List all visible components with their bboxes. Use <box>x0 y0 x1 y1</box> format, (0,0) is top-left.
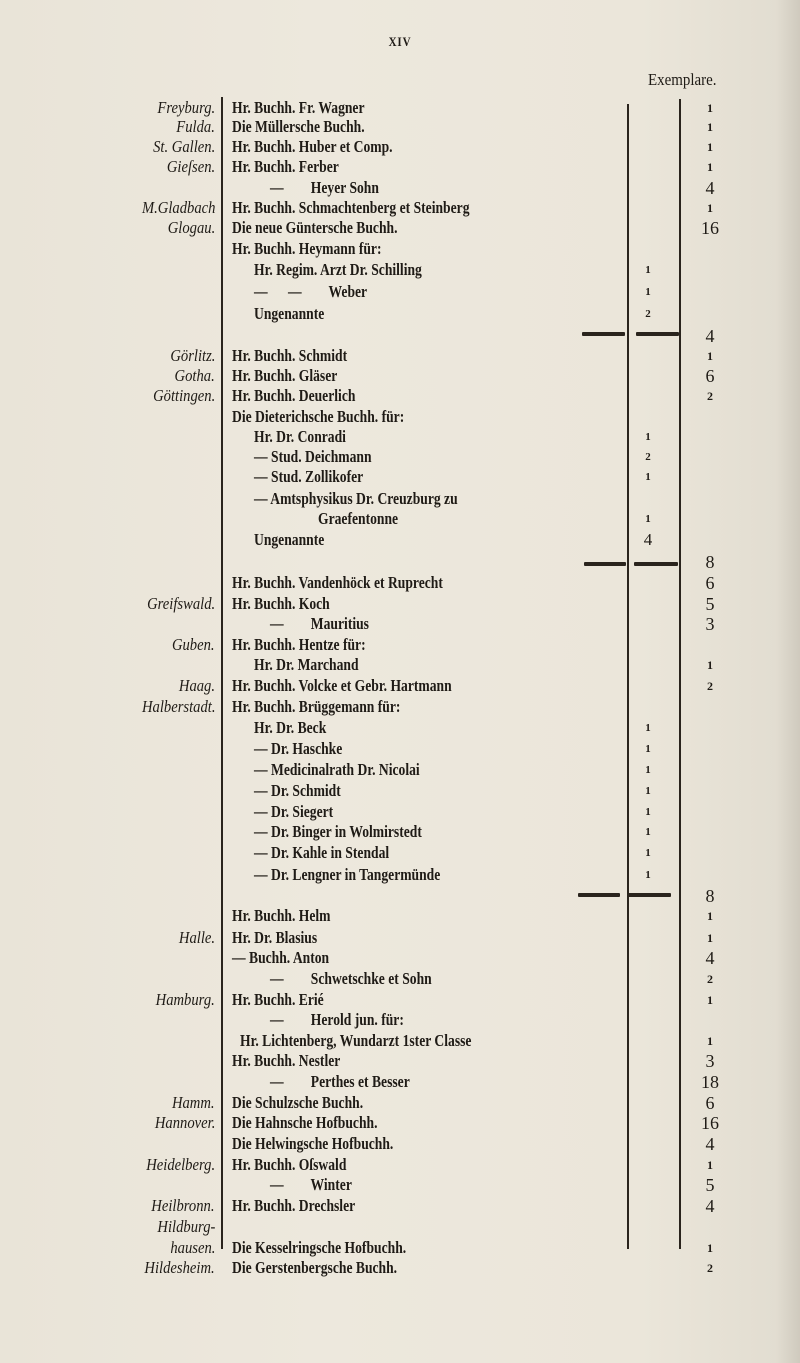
subtotal-value: 1 <box>645 431 651 443</box>
table-row <box>0 346 800 366</box>
table-row <box>0 928 800 948</box>
table-row <box>0 655 800 675</box>
copies-count: 1 <box>707 201 713 215</box>
bookseller-entry: Die Hahnsche Hofbuchh. <box>232 1113 378 1132</box>
table-row <box>0 427 800 447</box>
table-row <box>0 1217 800 1237</box>
bookseller-entry: Hr. Dr. Blasius <box>232 928 318 947</box>
bookseller-entry: Hr. Buchh. Ferber <box>232 157 339 176</box>
table-row <box>0 447 800 467</box>
table-row <box>0 509 800 529</box>
table-row <box>0 1051 800 1071</box>
copies-count: 6 <box>705 1093 715 1113</box>
bookseller-entry: Ungenannte <box>254 530 325 549</box>
copies-count: 1 <box>707 349 713 363</box>
table-row <box>0 366 800 386</box>
table-row <box>0 1031 800 1051</box>
table-row <box>0 282 800 302</box>
copies-count: 1 <box>707 1241 713 1255</box>
bookseller-entry: Hr. Regim. Arzt Dr. Schilling <box>254 260 422 279</box>
table-row <box>0 1010 800 1030</box>
copies-count: 6 <box>705 573 715 593</box>
table-row <box>0 969 800 989</box>
place-name: Greifswald. <box>146 594 215 613</box>
subtotal-value: 1 <box>645 826 651 838</box>
table-row <box>0 1238 800 1258</box>
table-row <box>0 407 800 427</box>
copies-count: 5 <box>705 1175 715 1195</box>
copies-count: 18 <box>701 1072 719 1092</box>
subtotal-value: 4 <box>643 530 653 549</box>
bookseller-entry: — Dr. Haschke <box>254 739 343 758</box>
subtotal-value: 1 <box>645 286 651 298</box>
copies-column-header: Exemplare. <box>648 70 717 89</box>
bookseller-entry: — Dr. Siegert <box>254 802 334 821</box>
place-name: Hamburg. <box>155 990 215 1009</box>
table-row <box>0 760 800 780</box>
bookseller-entry: — Mauritius <box>270 614 369 633</box>
subtotal-value: 1 <box>645 513 651 525</box>
bookseller-entry: Hr. Buchh. Heymann für: <box>232 239 382 258</box>
bookseller-entry: Hr. Buchh. Helm <box>232 906 331 925</box>
place-name: St. Gallen. <box>152 137 215 156</box>
bookseller-entry: — Dr. Kahle in Stendal <box>254 843 390 862</box>
bookseller-entry: — Perthes et Besser <box>270 1072 410 1091</box>
table-row <box>0 198 800 218</box>
bookseller-entry: Hr. Buchh. Gläser <box>232 366 338 385</box>
subtotal-value: 2 <box>645 451 651 463</box>
subtotal-value: 1 <box>645 743 651 755</box>
table-row <box>0 906 800 926</box>
copies-count: 2 <box>707 1261 713 1275</box>
copies-count: 8 <box>705 886 715 906</box>
bookseller-entry: Hr. Buchh. Schmachtenberg et Steinberg <box>232 198 470 217</box>
bookseller-entry: Hr. Buchh. Erié <box>232 990 324 1009</box>
bookseller-entry: — Medicinalrath Dr. Nicolai <box>254 760 420 779</box>
bookseller-entry: — Winter <box>270 1175 352 1194</box>
subtotal-value: 1 <box>645 869 651 881</box>
table-row <box>0 218 800 238</box>
place-name: Heidelberg. <box>146 1155 215 1174</box>
place-name: M.Gladbach <box>141 198 215 217</box>
bookseller-entry: Hr. Buchh. Oſswald <box>232 1155 347 1174</box>
bookseller-entry: Hr. Buchh. Hentze für: <box>232 635 366 654</box>
place-name: Göttingen. <box>152 386 215 405</box>
table-row <box>0 239 800 259</box>
table-row <box>0 1175 800 1195</box>
copies-count: 1 <box>707 1158 713 1172</box>
table-row <box>0 781 800 801</box>
bookseller-entry: Die Müllersche Buchh. <box>232 117 365 136</box>
place-name: Freyburg. <box>157 98 215 117</box>
table-row <box>0 489 800 509</box>
table-row <box>0 1155 800 1175</box>
table-row <box>0 98 800 118</box>
copies-count: 3 <box>705 614 715 634</box>
place-name: Hildesheim. <box>144 1258 215 1277</box>
copies-count: 2 <box>707 972 713 986</box>
place-name: Haag. <box>178 676 215 695</box>
place-name: Görlitz. <box>169 346 215 365</box>
bookseller-entry: Hr. Buchh. Volcke et Gebr. Hartmann <box>232 676 452 695</box>
table-row <box>0 467 800 487</box>
bookseller-entry: Hr. Dr. Beck <box>254 718 327 737</box>
place-name: Fulda. <box>176 117 215 136</box>
table-row <box>0 594 800 614</box>
bookseller-entry: — Heyer Sohn <box>270 178 379 197</box>
copies-count: 1 <box>707 993 713 1007</box>
place-name: Heilbronn. <box>151 1196 215 1215</box>
bookseller-entry: Hr. Buchh. Huber et Comp. <box>232 137 393 156</box>
bookseller-entry: Hr. Dr. Marchand <box>254 655 359 674</box>
table-row <box>0 178 800 198</box>
copies-count: 1 <box>707 931 713 945</box>
bookseller-entry: — — Weber <box>254 282 368 301</box>
copies-count: 1 <box>707 160 713 174</box>
table-row <box>0 1196 800 1216</box>
place-name: hausen. <box>169 1238 215 1257</box>
table-row <box>0 326 800 346</box>
subtotal-value: 1 <box>645 471 651 483</box>
bookseller-entry: — Herold jun. für: <box>270 1010 404 1029</box>
table-row <box>0 137 800 157</box>
copies-count: 4 <box>705 1196 715 1216</box>
copies-count: 16 <box>701 1113 719 1133</box>
bookseller-entry: Die Dieterichsche Buchh. für: <box>232 407 405 426</box>
bookseller-entry: Hr. Buchh. Schmidt <box>232 346 348 365</box>
place-name: Halberstadt. <box>141 697 215 716</box>
copies-count: 1 <box>707 140 713 154</box>
subtotal-value: 2 <box>645 308 651 320</box>
table-row <box>0 822 800 842</box>
table-row <box>0 552 800 572</box>
table-row <box>0 718 800 738</box>
place-name: Gotha. <box>174 366 215 385</box>
bookseller-entry: Die Gerstenbergsche Buchh. <box>232 1258 398 1277</box>
copies-count: 16 <box>701 218 719 238</box>
copies-count: 2 <box>707 679 713 693</box>
place-name: Hamm. <box>172 1093 215 1112</box>
table-row <box>0 386 800 406</box>
bookseller-entry: Ungenannte <box>254 304 325 323</box>
bookseller-entry: Hr. Lichtenberg, Wundarzt 1ster Classe <box>240 1031 472 1050</box>
table-row <box>0 1093 800 1113</box>
bookseller-entry: Hr. Buchh. Koch <box>232 594 330 613</box>
copies-count: 1 <box>707 1034 713 1048</box>
bookseller-entry: Die Schulzsche Buchh. <box>232 1093 364 1112</box>
bookseller-entry: — Buchh. Anton <box>232 948 330 967</box>
place-name: Gieſsen. <box>166 157 215 176</box>
table-row <box>0 635 800 655</box>
copies-count: 1 <box>707 101 713 115</box>
table-row <box>0 865 800 885</box>
subtotal-value: 1 <box>645 722 651 734</box>
bookseller-entry: — Dr. Schmidt <box>254 781 341 800</box>
copies-count: 5 <box>705 594 715 614</box>
table-row <box>0 530 800 550</box>
subtotal-value: 1 <box>645 785 651 797</box>
table-row <box>0 697 800 717</box>
subtotal-value: 1 <box>645 764 651 776</box>
table-row <box>0 1258 800 1278</box>
table-row <box>0 573 800 593</box>
table-row <box>0 117 800 137</box>
bookseller-entry: Hr. Buchh. Drechsler <box>232 1196 356 1215</box>
copies-count: 2 <box>707 389 713 403</box>
table-row <box>0 1072 800 1092</box>
bookseller-entry: Hr. Buchh. Nestler <box>232 1051 341 1070</box>
copies-count: 1 <box>707 120 713 134</box>
bookseller-entry: — Schwetschke et Sohn <box>270 969 432 988</box>
copies-count: 4 <box>705 178 715 198</box>
table-row <box>0 157 800 177</box>
bookseller-entry: Hr. Buchh. Brüggemann für: <box>232 697 401 716</box>
copies-count: 4 <box>705 326 715 346</box>
table-row <box>0 614 800 634</box>
table-row <box>0 990 800 1010</box>
table-row <box>0 843 800 863</box>
bookseller-entry: Hr. Dr. Conradi <box>254 427 346 446</box>
copies-count: 8 <box>705 552 715 572</box>
bookseller-entry: Graefentonne <box>318 509 399 528</box>
bookseller-entry: Hr. Buchh. Deuerlich <box>232 386 356 405</box>
table-row <box>0 802 800 822</box>
table-row <box>0 886 800 906</box>
bookseller-entry: Die neue Güntersche Buchh. <box>232 218 398 237</box>
place-name: Guben. <box>172 635 215 654</box>
table-row <box>0 304 800 324</box>
subtotal-value: 1 <box>645 806 651 818</box>
table-row <box>0 260 800 280</box>
bookseller-entry: — Stud. Deichmann <box>254 447 372 466</box>
table-row <box>0 676 800 696</box>
bookseller-entry: — Dr. Lengner in Tangermünde <box>254 865 441 884</box>
place-name: Glogau. <box>167 218 215 237</box>
place-name: Hildburg- <box>157 1217 215 1236</box>
copies-count: 6 <box>705 366 715 386</box>
table-row <box>0 1113 800 1133</box>
copies-count: 4 <box>705 948 715 968</box>
bookseller-entry: Die Helwingsche Hofbuchh. <box>232 1134 394 1153</box>
copies-count: 1 <box>707 658 713 672</box>
bookseller-entry: — Dr. Binger in Wolmirstedt <box>254 822 422 841</box>
table-row <box>0 1134 800 1154</box>
bookseller-entry: Hr. Buchh. Vandenhöck et Ruprecht <box>232 573 443 592</box>
copies-count: 4 <box>705 1134 715 1154</box>
table-row <box>0 948 800 968</box>
subtotal-value: 1 <box>645 847 651 859</box>
page-number: XIV <box>388 34 412 49</box>
copies-count: 1 <box>707 909 713 923</box>
copies-count: 3 <box>705 1051 715 1071</box>
bookseller-entry: Hr. Buchh. Fr. Wagner <box>232 98 365 117</box>
place-name: Hannover. <box>154 1113 215 1132</box>
bookseller-entry: — Amtsphysikus Dr. Creuzburg zu <box>254 489 458 508</box>
bookseller-entry: Die Kesselringsche Hofbuchh. <box>232 1238 407 1257</box>
subtotal-value: 1 <box>645 264 651 276</box>
place-name: Halle. <box>178 928 215 947</box>
table-row <box>0 739 800 759</box>
bookseller-entry: — Stud. Zollikofer <box>254 467 364 486</box>
